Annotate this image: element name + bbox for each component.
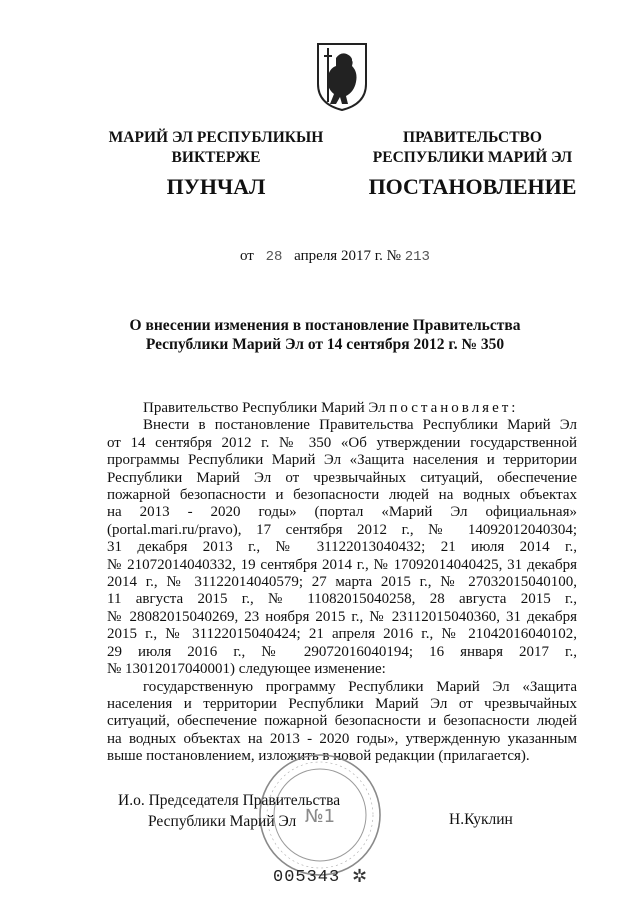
seal-number: №1	[304, 806, 336, 827]
body-line: № 28082015040269, 23 ноября 2015 г., № 23112015040360, 31 декабря	[107, 608, 577, 625]
date-number: 213	[404, 249, 430, 265]
body-line: ситуаций, обеспечение пожарной безопасности и безопасности людей	[107, 713, 577, 730]
signatory-role-line1: И.о. Председателя Правительства	[118, 792, 341, 809]
body-line: государственную программу Республики Марий Эл «Защита	[143, 678, 577, 695]
title-line2: Республики Марий Эл от 14 сентября 2012 г. № 350	[145, 336, 505, 353]
coat-of-arms-emblem	[314, 40, 370, 112]
serial-number: 005343	[273, 868, 341, 887]
header-right-line1: ПРАВИТЕЛЬСТВО	[403, 129, 542, 146]
header-left-line1: МАРИЙ ЭЛ РЕСПУБЛИКЫН	[108, 129, 324, 146]
body-line: 11 августа 2015 г., № 11082015040258, 28 августа 2015 г.,	[107, 591, 577, 608]
body-line: на водных объектах на 2013 - 2020 годы», утвержденную указанным	[107, 730, 577, 747]
doc-type-left: ПУНЧАЛ	[166, 174, 266, 199]
header-right-line2: РЕСПУБЛИКИ МАРИЙ ЭЛ	[372, 149, 573, 166]
date-month-year: апреля 2017 г. №	[294, 248, 401, 264]
date-day: 28	[265, 249, 283, 265]
title-line1: О внесении изменения в постановление Правительства	[129, 317, 521, 334]
body-line: на 2013 - 2020 годы» (портал «Марий Эл официальная»	[107, 504, 577, 521]
document-title	[120, 316, 530, 354]
body-line: населения и территории Республики Марий Эл от чрезвычайных	[107, 695, 577, 712]
intro-text: Правительство Республики Марий Эл	[143, 400, 390, 416]
body-line: Республики Марий Эл от чрезвычайных ситуаций, обеспечение	[107, 469, 577, 486]
intro-paragraph	[107, 400, 577, 417]
asterisk-mark-icon: ✲	[352, 866, 368, 886]
date-prefix: от	[240, 248, 254, 264]
signatory-name: Н.Куклин	[449, 811, 513, 828]
body-line: 2014 г., № 31122014040579; 27 марта 2015 г., № 27032015040100,	[107, 574, 577, 591]
body-line: 29 июля 2016 г., № 29072016040194; 16 января 2017 г.,	[107, 643, 577, 660]
body-line: № 21072014040332, 19 сентября 2014 г., № 17092014040425, 31 декабря	[107, 556, 577, 573]
body-line: программы Республики Марий Эл «Защита населения и территории	[107, 452, 577, 469]
doc-type-right: ПОСТАНОВЛЕНИЕ	[368, 174, 577, 199]
header-right	[355, 128, 590, 168]
signatory-role-line2: Республики Марий Эл	[148, 813, 297, 830]
body-line: № 13012017040001) следующее изменение:	[107, 661, 386, 678]
body-line: 2015 г., № 31122015040424; 21 апреля 2016 г., № 21042016040102,	[107, 626, 577, 643]
header-left-line2: ВИКТЕРЖЕ	[171, 149, 261, 166]
body-line: пожарной безопасности и безопасности людей на водных объектах	[107, 487, 577, 504]
header-left	[96, 128, 336, 168]
body-line: Внести в постановление Правительства Республики Марий Эл	[143, 417, 577, 434]
date-line	[240, 248, 430, 265]
body-line: от 14 сентября 2012 г. № 350 «Об утверждении государственной	[107, 434, 577, 451]
body-line: выше постановлением, изложить в новой редакции (прилагается).	[107, 748, 530, 765]
body-line: (portal.mari.ru/pravo), 17 сентября 2012 г., № 14092012040304;	[107, 521, 577, 538]
signatory-role	[118, 790, 340, 832]
document-body	[107, 400, 577, 766]
body-line: 31 декабря 2013 г., № 31122013040432; 21 июля 2014 г.,	[107, 539, 577, 556]
intro-resolves: постановляет:	[389, 400, 519, 416]
